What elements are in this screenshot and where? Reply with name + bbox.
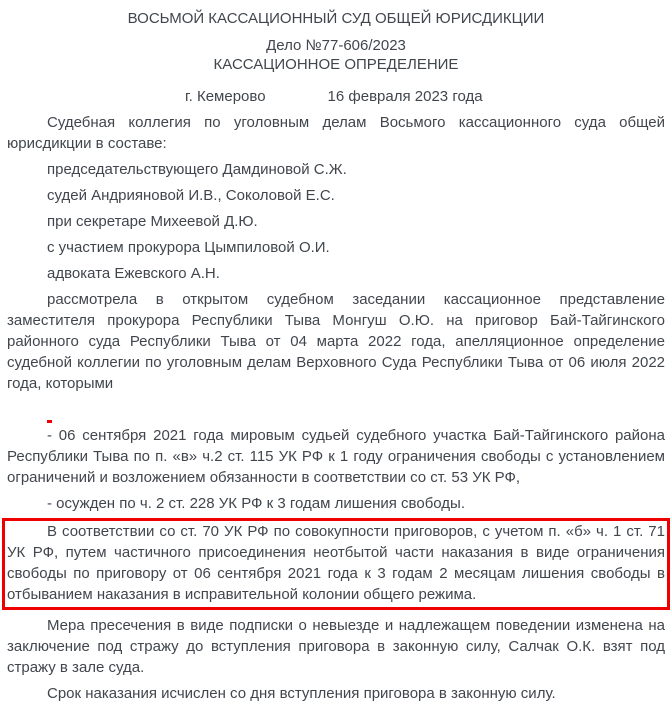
- paragraph-defendant: [7, 399, 665, 420]
- paragraph-term-start: Срок наказания исчислен со дня вступления приговора в законную силу.: [47, 685, 556, 702]
- paragraph-collegium: Судебная коллегия по уголовным делам Восьмого кассационного суда общей юрисдикции в составе:: [7, 114, 665, 152]
- city-label: г. Кемерово: [185, 88, 266, 105]
- case-number: Дело №77-606/2023: [266, 37, 406, 54]
- document-page: [0, 9, 672, 712]
- paragraph-conviction-second: - осужден по ч. 2 ст. 228 УК РФ к 3 годам лишения свободы.: [47, 495, 466, 512]
- paragraph-prosecutor: с участием прокурора Цымпиловой О.И.: [47, 239, 330, 256]
- date-label: 16 февраля 2023 года: [327, 88, 483, 105]
- defendant-name-red-underline: [47, 401, 52, 423]
- paragraph-judges: судей Андрияновой И.В., Соколовой Е.С.: [47, 187, 335, 204]
- paragraph-presiding-judge: председательствующего Дамдиновой С.Ж.: [47, 161, 347, 178]
- paragraph-case-review: рассмотрела в открытом судебном заседании кассационное представление заместителя прокурора Республики Тыва Монгуш О.Ю. на приговор Бай-Тайгинского районного суда Республики Тыва от 04 марта 2022 года, апелляционное определение судебной коллегии по уголовным делам Верховного Суда Республики Тыва от 06 июля 2022 года, которыми: [7, 291, 665, 392]
- paragraph-restraint-measure: Мера пресечения в виде подписки о невыезде и надлежащем поведении изменена на заключение под стражу до вступления приговора в законную силу, Салчак О.К. взят под стражу в зале суда.: [7, 617, 665, 676]
- paragraph-secretary: при секретаре Михеевой Д.Ю.: [47, 213, 258, 230]
- paragraph-highlighted-sentencing: В соответствии со ст. 70 УК РФ по совокупности приговоров, с учетом п. «б» ч. 1 ст. 71 УК РФ, путем частичного присоединения неотбытой части наказания в виде ограничения свободы по приговору от 06 сентября 2021 года к 3 годам 2 месяцам лишения свободы в отбыванием наказания в исправительной колонии общего режима.: [7, 523, 665, 603]
- paragraph-conviction-first: - 06 сентября 2021 года мировым судьей судебного участка Бай-Тайгинского района Республики Тыва по п. «в» ч.2 ст. 115 УК РФ к 1 году ограничения свободы с установлением ограничений и возложением обязанности в соответствии со ст. 53 УК РФ,: [7, 427, 665, 486]
- city-date-line: [7, 87, 665, 107]
- red-annotation-box: [2, 518, 670, 610]
- paragraph-advocate: адвоката Ежевского А.Н.: [47, 265, 220, 282]
- document-type-heading: КАССАЦИОННОЕ ОПРЕДЕЛЕНИЕ: [213, 56, 459, 73]
- court-title: ВОСЬМОЙ КАССАЦИОННЫЙ СУД ОБЩЕЙ ЮРИСДИКЦИИ: [127, 10, 545, 27]
